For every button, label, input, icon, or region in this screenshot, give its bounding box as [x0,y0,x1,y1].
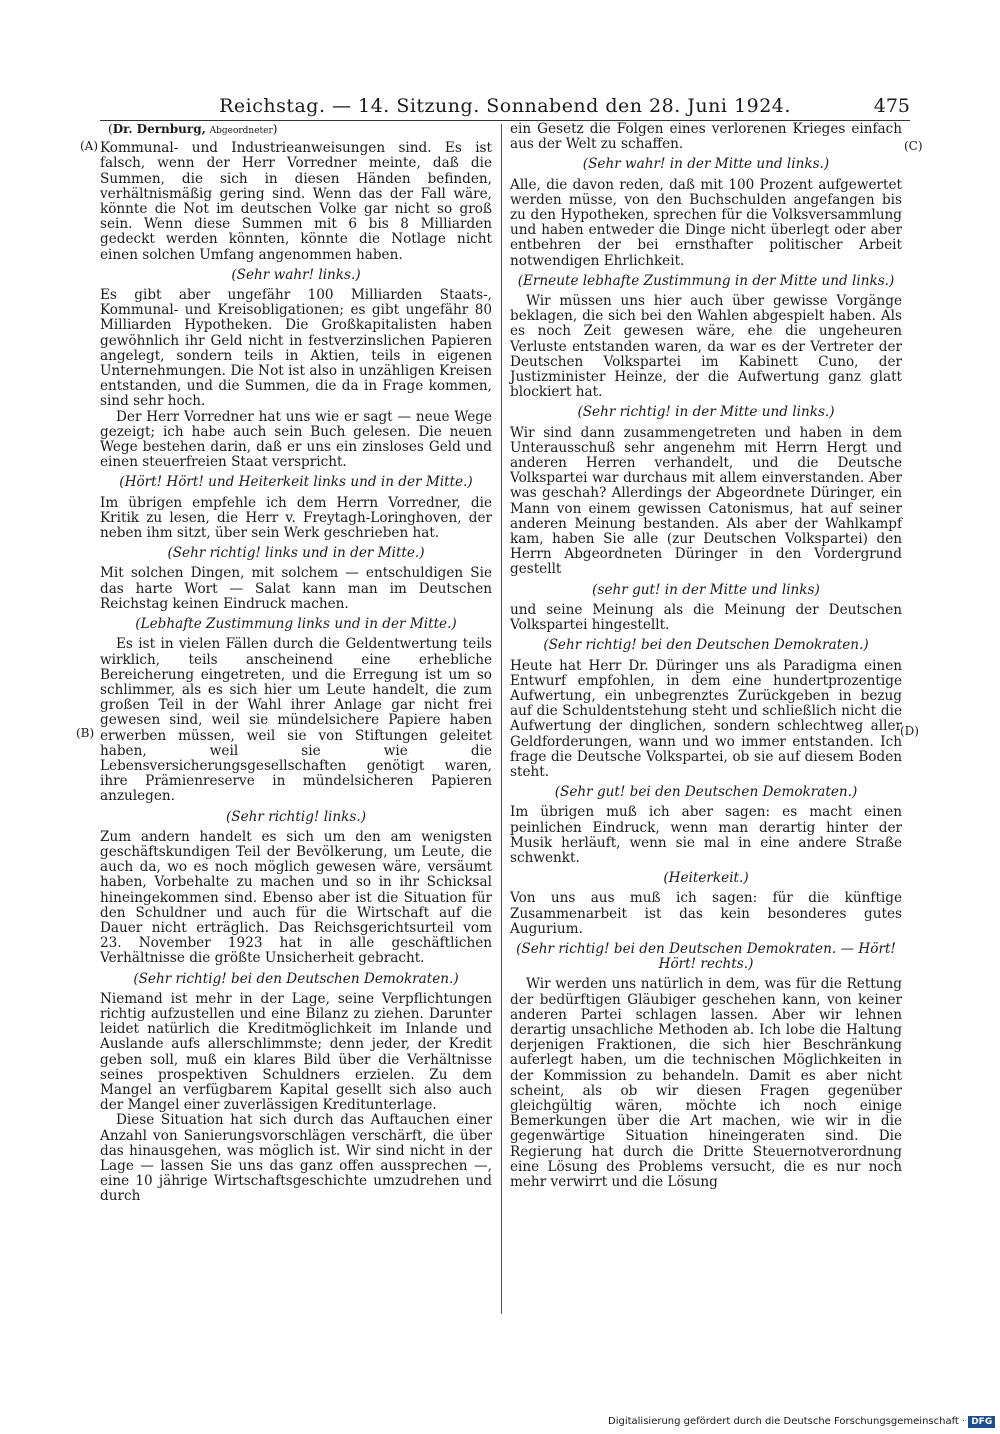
interjection: (Sehr richtig! bei den Deutschen Demokraten. — Hört! Hört! rechts.) [516,940,896,973]
paragraph: Zum andern handelt es sich um den am wenigsten geschäftskundigen Teil der Bevölkerung, um Leute, die auch da, wo es noch möglich gewesen wäre, versäumt haben, Vorbehalte zu machen und so in ihr Schicksal hineingekommen sind. Ebenso aber ist die Situation für den Schuldner und auch für die Wirtschaft auf die Dauer nicht erträglich. Das Reichsgerichtsurteil vom 23. November 1923 hat in alle geschäftlichen Verhältnisse die größte Unsicherheit gebracht. [100,828,492,967]
paragraph: Im übrigen empfehle ich dem Herrn Vorredner, die Kritik zu lesen, die Herr v. Freytagh-Loringhoven, der neben ihm sitzt, über sein Werk geschrieben hat. [100,494,492,542]
footer-text: Digitalisierung gefördert durch die Deutsche Forschungsgemeinschaft · [608,1416,966,1427]
margin-marker-b: (B) [76,726,95,740]
interjection: (Hört! Hört! und Heiterkeit links und in der Mitte.) [119,474,473,491]
right-column [510,122,902,1190]
left-column [100,122,492,1205]
paragraph: Von uns aus muß ich sagen: für die künftige Zusammenarbeit ist das kein besonderes gutes Augurium. [510,890,902,937]
column-divider [501,124,502,1314]
interjection: (Erneute lebhafte Zustimmung in der Mitte und links.) [517,272,895,289]
interjection: (Heiterkeit.) [663,870,749,887]
margin-marker-a: (A) [80,139,99,153]
speaker-line: (Dr. Dernburg, Abgeordneter) [108,122,278,136]
interjection: (Sehr richtig! in der Mitte und links.) [577,404,835,421]
running-title: Reichstag. — 14. Sitzung. Sonnabend den 28. Juni 1924. [219,95,791,117]
paragraph: Alle, die davon reden, daß mit 100 Prozent aufgewertet werden müsse, von den Buchschulden angefangen bis zu den Hypotheken, sprechen für die Volksversammlung und haben entweder die Dinge nicht überlegt oder aber entbehren der bei ernsthafter politischer Arbeit notwendigen Ehrlichkeit. [510,176,902,269]
interjection: (sehr gut! in der Mitte und links) [592,581,820,598]
page-header [100,95,910,123]
margin-marker-c: (C) [904,139,923,153]
left-column-body [100,141,492,1204]
paragraph: Diese Situation hat sich durch das Auftauchen einer Anzahl von Sanierungsvorschlägen verschärft, die über das hinausgehen, was möglich ist. Wir sind nicht in der Lage — lassen Sie uns das ganz offen aussprechen —, eine 10 jährige Wirtschaftsgeschichte umzudrehen und durch [100,1112,492,1205]
dfg-logo: DFG [968,1416,995,1428]
speaker-name: Dr. Dernburg, [112,122,206,136]
speaker-role: Abgeordneter [209,126,273,136]
right-column-body [510,122,902,1190]
interjection: (Sehr gut! bei den Deutschen Demokraten.) [554,784,858,801]
interjection: (Sehr richtig! links.) [225,808,367,825]
interjection: (Lebhafte Zustimmung links und in der Mitte.) [135,616,457,633]
interjection: (Sehr wahr! links.) [231,266,361,283]
paragraph: Der Herr Vorredner hat uns wie er sagt — neue Wege gezeigt; ich habe auch sein Buch gelesen. Die neuen Wege bestehen darin, daß er uns ein zinsloses Geld und einen steuerfreien Staat verspricht. [100,408,492,471]
interjection: (Sehr richtig! bei den Deutschen Demokraten.) [543,637,869,654]
paragraph: Im übrigen muß ich aber sagen: es macht einen peinlichen Eindruck, wenn man derartig hinter der Musik herläuft, wenn sie mal in eine andere Straße schwenkt. [510,804,902,866]
paragraph: Es ist in vielen Fällen durch die Geldentwertung teils wirklich, teils anscheinend eine erhebliche Bereicherung eingetreten, und die Erregung ist um so schlimmer, als es sich hier um Leute handelt, die zum großen Teil in der Wahl ihrer Anlage gar nicht frei gewesen sind, weil sie mündelsichere Papiere haben erwerben müssen, weil sie von Stiftungen geleitet haben, weil sie wie die Lebensversicherungsgesellschaften genötigt waren, ihre Prämienreserve in mündelsicheren Papieren anzulegen. [100,636,492,805]
paragraph: ein Gesetz die Folgen eines verlorenen Krieges einfach aus der Welt zu schaffen. [510,121,902,153]
interjection: (Sehr wahr! in der Mitte und links.) [582,156,830,173]
paragraph: Wir müssen uns hier auch über gewisse Vorgänge beklagen, die sich bei den Wahlen abgespielt haben. Als es noch Zeit gewesen wäre, ehe die ungeheuren Verluste entstanden waren, da war es der Vertreter der Deutschen Volkspartei im Kabinett Cuno, der Justizminister Heinze, der die Aufwertung ganz glatt blockiert hat. [510,293,902,401]
paragraph: Mit solchen Dingen, mit solchem — entschuldigen Sie das harte Wort — Salat kann man im Deutschen Reichstag keinen Eindruck machen. [100,565,492,612]
paragraph: Wir werden uns natürlich in dem, was für die Rettung der bedürftigen Gläubiger geschehen kann, von keiner anderen Partei schlagen lassen. Aber wir lehnen derartig unsachliche Methoden ab. Ich lobe die Haltung derjenigen Fraktionen, die sich hier Beschränkung auferlegt haben, um die technischen Möglichkeiten in der Kommission zu behandeln. Damit es aber nicht scheint, als ob wir diesen Fragen gegenüber gleichgültig wären, möchte ich noch einige Bemerkungen über die Art machen, wie wir in die gegenwärtige Situation hineingeraten sind. Die Regierung hat durch die Dritte Steuernotverordnung eine Lösung des Problems versucht, die es nur noch mehr verwirrt und die Lösung [510,976,902,1190]
paragraph: Niemand ist mehr in der Lage, seine Verpflichtungen richtig aufzustellen und eine Bilanz zu ziehen. Darunter leidet natürlich die Kreditmöglichkeit im Inlande und Auslande aufs allerschlimmste; denn jeder, der Kredit geben soll, muß ein klares Bild über die Verhältnisse seines prospektiven Schuldners erzielen. Zu dem Mangel an verfügbarem Kapital gesellt sich also auch der Mangel einer zuverlässigen Kreditunterlage. [100,990,492,1114]
paragraph: und seine Meinung als die Meinung der Deutschen Volkspartei hingestellt. [510,601,902,634]
margin-marker-d: (D) [900,724,919,738]
interjection: (Sehr richtig! bei den Deutschen Demokraten.) [133,970,459,987]
paragraph: Kommunal- und Industrieanweisungen sind. Es ist falsch, wenn der Herr Vorredner meinte, daß die Summen, die sich in diesen Händen befinden, verhältnismäßig gering sind. Wenn das der Fall wäre, könnte die Not im deutschen Volke gar nicht so groß sein. Wenn diese Summen mit 6 bis 8 Milliarden gedeckt werden könnten, könnte die Notlage nicht einen solchen Umfang angenommen haben. [100,140,492,263]
paragraph: Wir sind dann zusammengetreten und haben in dem Unterausschuß sehr angenehm mit Herrn Hergt und anderen Herren verhandelt, und die Deutsche Volkspartei war durchaus mit allem einverstanden. Aber was geschah? Allerdings der Abgeordnete Düringer, ein Mann von einem gewissen Catonismus, hat auf seiner anderen Meinung bestanden. Als aber der Wahlkampf kam, haben Sie alle (zur Deutschen Volkspartei) den Herrn Abgeordneten Düringer in den Vordergrund gestellt [510,424,902,578]
footer-credit [608,1416,995,1428]
page-number: 475 [873,95,910,117]
interjection: (Sehr richtig! links und in der Mitte.) [167,545,425,562]
paragraph: Es gibt aber ungefähr 100 Milliarden Staats-, Kommunal- und Kreisobligationen; es gibt ungefähr 80 Milliarden Hypotheken. Die Großkapitalisten haben gewöhnlich ihr Geld nicht in festverzinslichen Papieren angelegt, sondern teils in Aktien, teils in eigenen Unternehmungen. Die Not ist also in unzähligen Kreisen entstanden, und die Summen, die da in Frage kommen, sind sehr hoch. [100,287,492,410]
paragraph: Heute hat Herr Dr. Düringer uns als Paradigma einen Entwurf empfohlen, in dem eine hundertprozentige Aufwertung, ein unbegrenztes Zurückgeben in bezug auf die Schuldentstehung steht und schließlich nicht die Aufwertung der dinglichen, sondern schlechtweg aller Geldforderungen, wann und wo immer entstanden. Ich frage die Deutsche Volkspartei, ob sie auf diesem Boden steht. [510,657,902,780]
